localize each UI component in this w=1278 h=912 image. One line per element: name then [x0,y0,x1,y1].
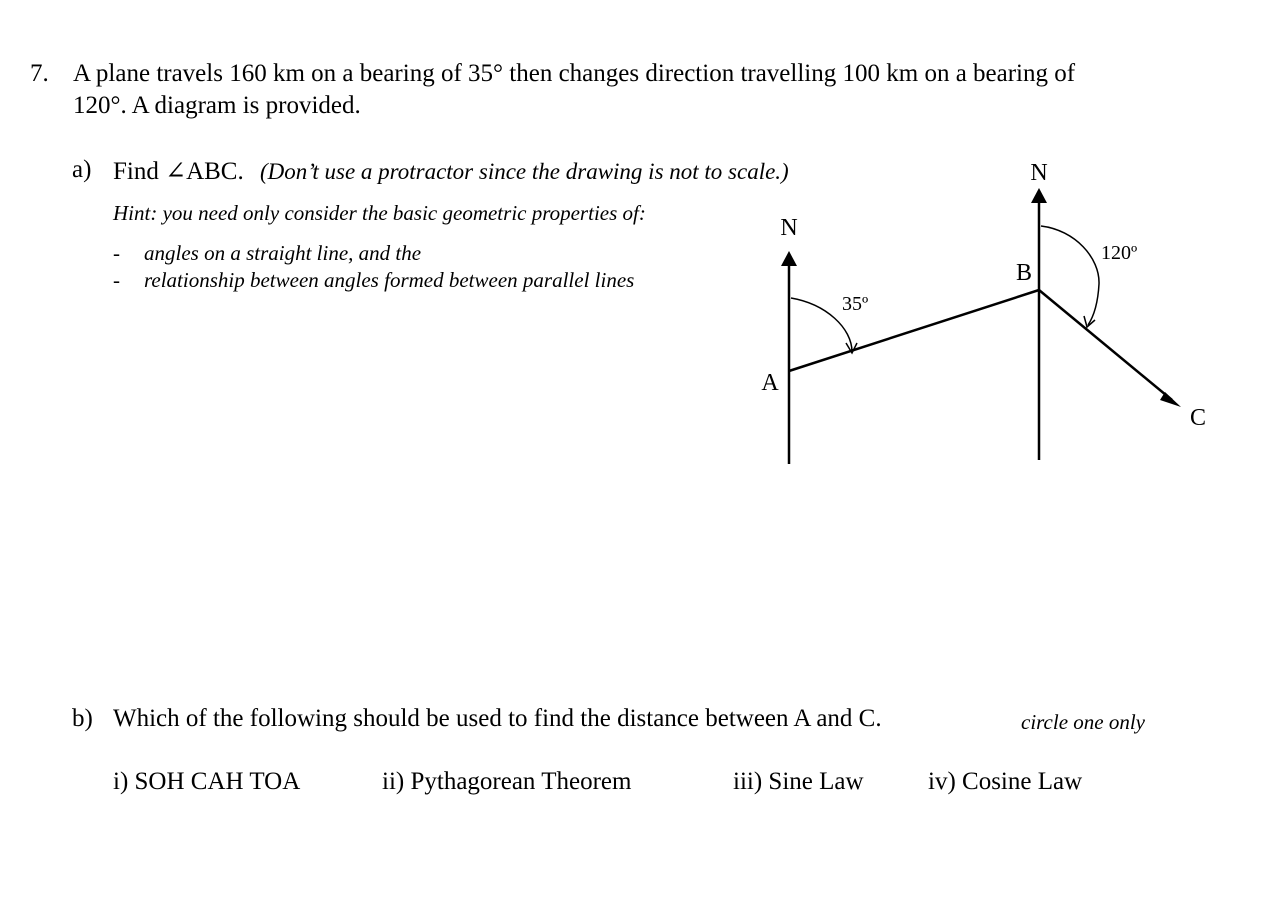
segment-bc [1039,290,1172,400]
option-cosine-law[interactable]: iv) Cosine Law [928,768,1083,795]
bullet-dash-1: - [113,241,120,265]
part-b-note: circle one only [1021,710,1146,734]
point-label-c: C [1189,405,1207,431]
hint-bullet-1: angles on a straight line, and the [144,241,422,265]
part-a-find: Find [113,158,159,185]
question-number: 7. [30,60,49,87]
north-label-a: N [780,215,798,241]
part-b-prompt: Which of the following should be used to find the distance between A and C. [113,705,882,732]
angle-symbol: ∠ [165,158,187,185]
option-sine-law[interactable]: iii) Sine Law [733,768,864,795]
hint-text: Hint: you need only consider the basic geometric properties of: [113,201,646,225]
option-soh-cah-toa[interactable]: i) SOH CAH TOA [113,768,301,795]
point-label-b: B [1015,260,1033,286]
part-a-period: . [237,158,244,185]
point-label-a: A [761,370,779,396]
question-text-line-1: A plane travels 160 km on a bearing of 35° then changes direction travelling 100 km on a bearing of [73,60,1076,87]
question-text-line-2: 120°. A diagram is provided. [73,92,361,119]
north-label-b: N [1030,160,1048,186]
part-a-label: a) [72,156,92,183]
angle-label-a: 35º [842,293,869,315]
part-a-note: (Don’t use a protractor since the drawing is not to scale.) [259,159,789,184]
option-pythagorean-theorem[interactable]: ii) Pythagorean Theorem [382,768,632,795]
north-arrow-b-icon [1031,188,1047,203]
angle-arc-b [1041,226,1099,325]
angle-label-b: 120º [1101,242,1138,264]
north-arrow-a-icon [781,251,797,266]
part-b-label: b) [72,705,93,732]
hint-bullet-2: relationship between angles formed between parallel lines [144,268,635,292]
angle-name: ABC [186,158,238,185]
bullet-dash-2: - [113,268,120,292]
segment-ab [789,290,1039,371]
